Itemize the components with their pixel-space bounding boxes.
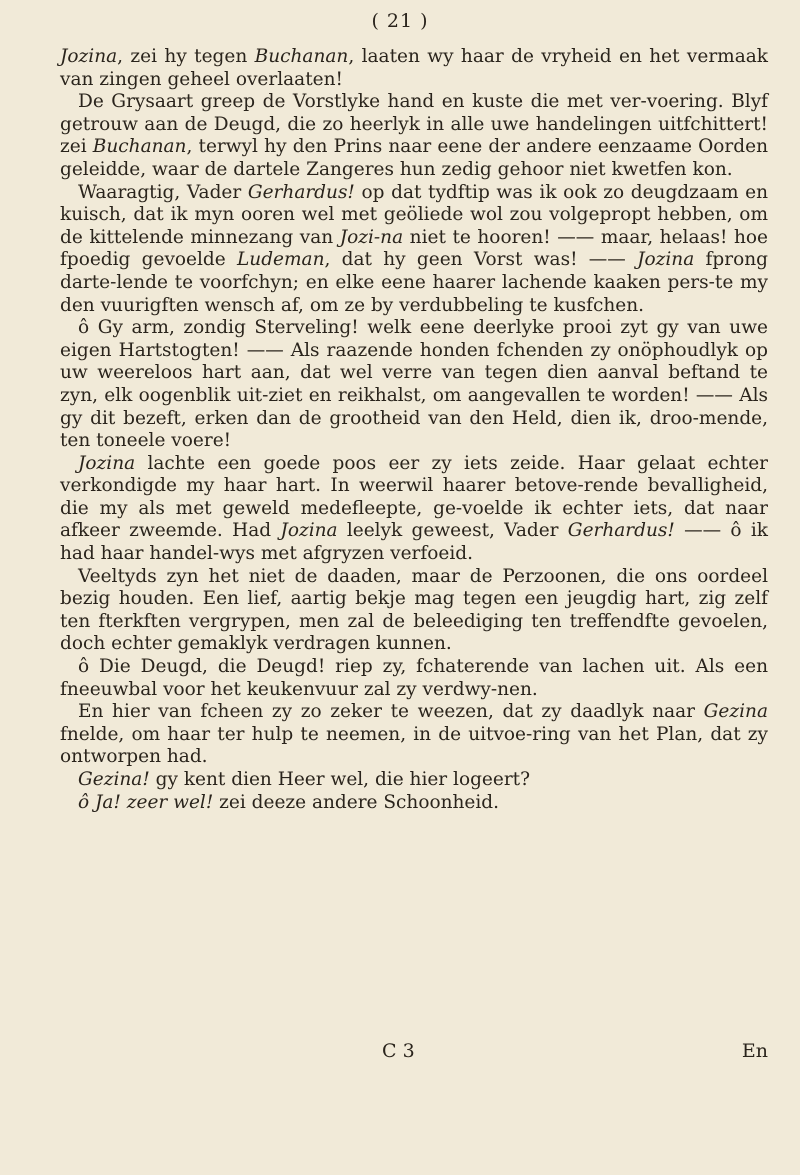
italic-run: Ludeman — [237, 249, 325, 271]
italic-run: Gezina — [703, 701, 768, 723]
paragraph — [60, 656, 768, 701]
paragraph — [60, 701, 768, 769]
italic-run: ô Ja! zeer wel! — [78, 791, 214, 813]
paragraph — [60, 792, 768, 815]
paragraph — [60, 182, 768, 318]
text-run: En hier van fcheen zy zo zeker te weezen, dat zy daadlyk naar — [78, 701, 704, 723]
paragraph — [60, 769, 768, 792]
text-run: Waaragtig, Vader — [78, 181, 248, 203]
page-footer — [60, 1040, 768, 1064]
italic-run: Buchanan — [92, 136, 187, 158]
italic-run: Buchanan — [254, 46, 349, 67]
page-number: ( 21 ) — [371, 10, 429, 32]
italic-run: Gerhardus! — [247, 181, 355, 203]
text-run: zei deeze andere Schoonheid. — [213, 791, 500, 813]
italic-run: Gerhardus! — [567, 520, 675, 542]
text-run: ô Die Deugd, die Deugd! riep zy, fchaterende van lachen uit. Als een fneeuwbal voor het keukenvuur zal zy verdwy-nen. — [60, 656, 768, 700]
italic-run: Jozina — [60, 46, 118, 67]
text-run: , laaten wy haar de vryheid en het vermaak van zingen geheel overlaaten! — [60, 46, 768, 90]
text-run: op dat tydftip was ik ook zo deugdzaam en kuisch, dat ik myn ooren wel met geöliede wol zou volgepropt hebben, om de kittelende minnezang van — [60, 181, 768, 248]
text-run: fnelde, om haar ter hulp te neemen, in de uitvoe-ring van het Plan, dat zy ontworpen had. — [60, 723, 768, 768]
paragraph — [60, 317, 768, 453]
paragraph — [60, 46, 768, 91]
paragraph — [60, 91, 768, 181]
text-run: De Grysaart greep de Vorstlyke hand en kuste die met ver-voering. Blyf getrouw aan de Deugd, die zo heerlyk in alle uwe handelingen uitfchittert! zei — [60, 91, 768, 158]
body-text — [60, 46, 768, 814]
text-run: , zei hy tegen — [117, 46, 255, 67]
italic-run: Jozi-na — [339, 226, 404, 248]
paragraph — [60, 566, 768, 656]
text-run: ô Gy arm, zondig Sterveling! welk eene deerlyke prooi zyt gy van uwe eigen Hartstogten! —— Als raazende honden fchenden zy onöphoudlyk op uw weereloos hart aan, dat wel verre van tegen dien aanval beftand te zyn, elk oogenblik uit-ziet en reikhalst, om aangevallen te worden! —— Als gy dit bezeft, erken dan de grootheid van den Held, dien ik, droo-mende, ten toneele voere! — [60, 317, 768, 452]
paragraph — [60, 453, 768, 566]
italic-run: Jozina — [280, 520, 338, 542]
text-run: —— ô ik had haar handel-wys met afgryzen verfoeid. — [60, 520, 768, 565]
text-run: fprong darte-lende te voorfchyn; en elke eene haarer lachende kaaken pers-te my den vuurigften wensch af, om ze by verdubbeling te kusfchen. — [60, 249, 768, 316]
italic-run: Gezina! — [78, 769, 150, 790]
text-run: Veeltyds zyn het niet de daaden, maar de Perzoonen, die ons oordeel bezig houden. Een lief, aartig bekje mag tegen een jeugdig hart, zig zelf ten fterkften vergrypen, men zal de beleediging ten treffendfte gevoelen, doch echter gemaklyk verdragen kunnen. — [60, 565, 768, 655]
text-run: gy kent dien Heer wel, die hier logeert? — [149, 769, 531, 790]
italic-run: Jozina — [78, 452, 136, 474]
text-run: , dat hy geen Vorst was! —— — [324, 249, 638, 271]
italic-run: Jozina — [637, 249, 695, 271]
text-run: leelyk geweest, Vader — [337, 520, 568, 542]
signature-mark: C 3 — [382, 1040, 415, 1062]
text-run: , terwyl hy den Prins naar eene der andere eenzaame Oorden geleidde, waar de dartele Zangeres hun zedig gehoor niet kwetfen kon. — [60, 136, 768, 180]
text-run: lachte een goede poos eer zy iets zeide. Haar gelaat echter verkondigde my haar hart. In weerwil haarer betove-rende bevalligheid, die my als met geweld medefleepte, ge-voelde ik echter iets, dat naar afkeer zweemde. Had — [60, 452, 768, 542]
text-run: niet te hooren! —— maar, helaas! hoe fpoedig gevoelde — [60, 226, 769, 271]
catchword: En — [741, 1040, 768, 1062]
